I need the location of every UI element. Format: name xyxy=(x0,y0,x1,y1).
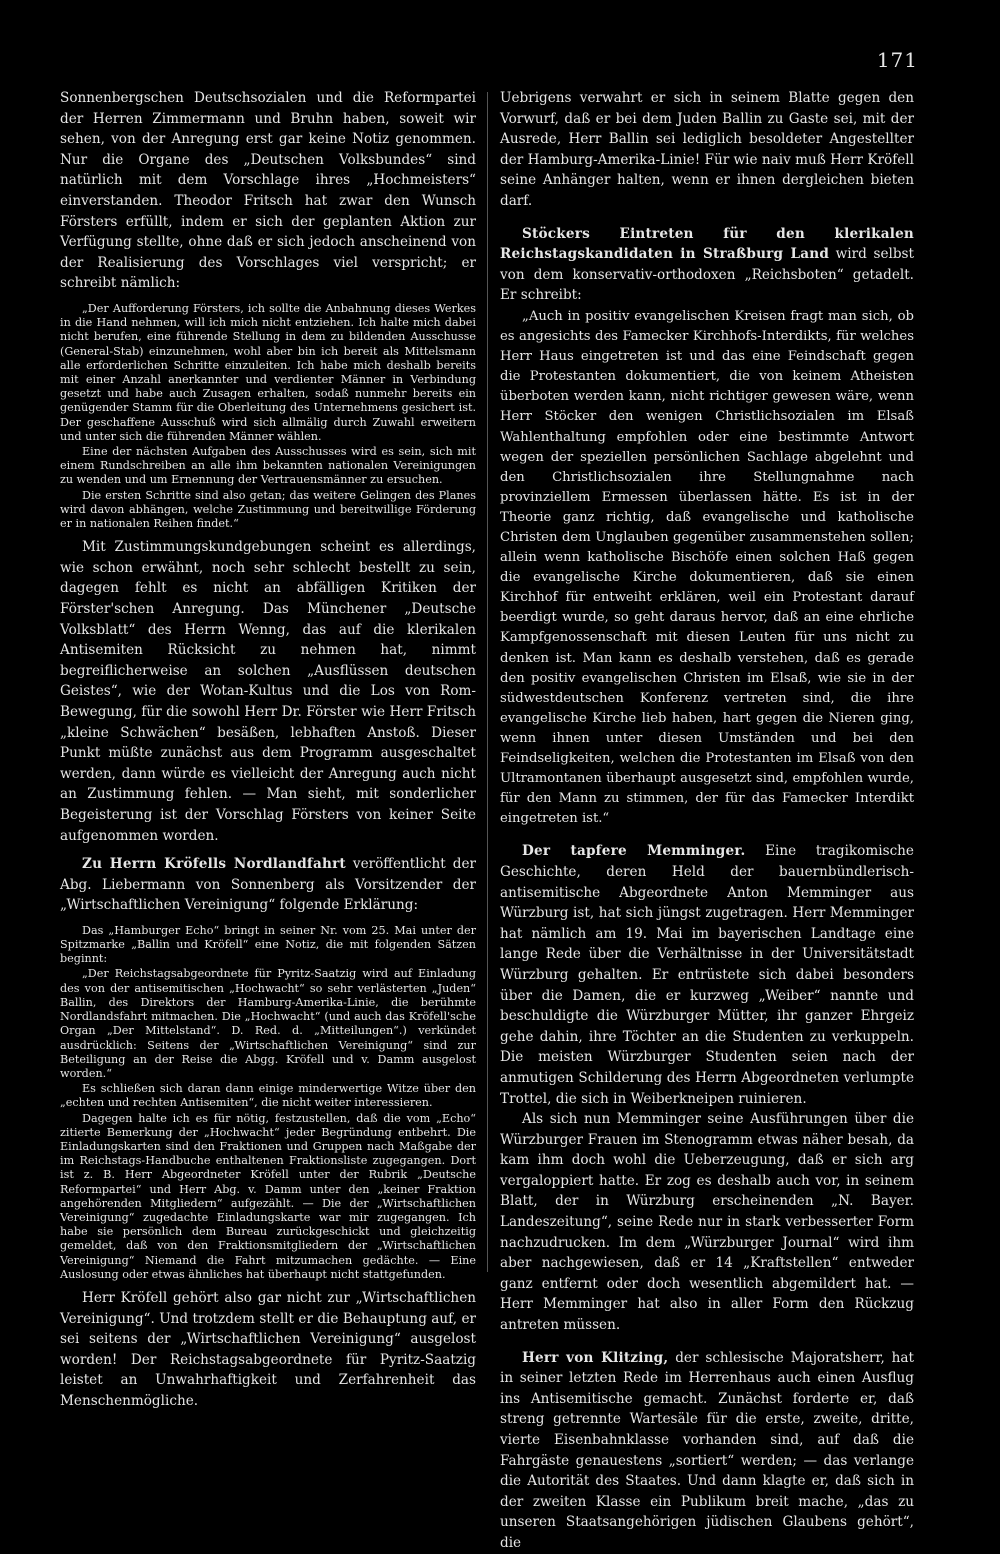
quote-paragraph: Es schließen sich daran dann einige minderwertige Witze über den „echten und rechten Antisemiten“, die nicht weiter interessieren. xyxy=(60,1082,476,1110)
section-heading: Zu Herrn Kröfells Nordlandfahrt xyxy=(82,856,346,873)
section-text: Eine tragikomische Geschichte, deren Held der bauernbündlerisch-antisemitische Abgeordnete Anton Memminger aus Würzburg ist, hat sich jüngst zugetragen. Herr Memminger hat nämlich am 19. Mai im bayerischen Landtage eine lange Rede über die Verhältnisse in der Universitätstadt Würzburg gehalten. Er entrüstete sich dabei besonders über die Damen, die er kurzweg „Weiber“ nannte und beschuldigte die Würzburger Mütter, ihr ganzer Ehrgeiz gehe dahin, ihre Töchter an die Studenten zu verkuppeln. Die meisten Würzburger Studenten seien nach der anmutigen Schilderung des Herrn Abgeordneten verlumpte Trottel, die sich in Weiberkneipen ruinieren. xyxy=(500,843,914,1107)
section-heading: Stöckers Eintreten für den klerikalen Reichstagskandidaten in Straßburg Land xyxy=(500,225,914,263)
quote-paragraph: Dagegen halte ich es für nötig, festzustellen, daß die vom „Echo“ zitierte Bemerkung der „Hochwacht“ jeder Begründung entbehrt. Die Einladungskarten sind den Fraktionen und Gruppen nach Maßgabe der im Reichstags-Handbuche enthaltenen Fraktionsliste zugegangen. Dort ist z. B. Herr Abgeordneter Kröfell unter der Rubrik „Deutsche Reformpartei“ und Herr Abg. v. Damm unter den „keiner Fraktion angehörenden Mitgliedern“ aufgezählt. — Die der „Wirtschaftlichen Vereinigung“ zugedachte Einladungskarte war mir zugegangen. Ich habe sie persönlich dem Bureau zurückgeschickt und gleichzeitig gemeldet, daß von den Fraktionsmitgliedern der „Wirtschaftlichen Vereinigung“ Niemand die Fahrt mitzumachen gedächte. — Eine Auslosung oder etwas ähnliches hat überhaupt nicht stattgefunden. xyxy=(60,1111,476,1281)
section-heading: Herr von Klitzing, xyxy=(522,1349,669,1366)
quote-paragraph: „Der Reichstagsabgeordnete für Pyritz-Saatzig wird auf Einladung des von der antisemitischen „Hochwacht“ so sehr verlästerten „Juden“ Ballin, des Direktors der Hamburg-Amerika-Linie, die berühmte Nordlandsfahrt mitmachen. Die „Hochwacht“ (und auch das Kröfell'sche Organ „Der Mittelstand“. D. Red. d. „Mitteilungen“.) verkündet ausdrücklich: Seitens der „Wirtschaftlichen Vereinigung“ sind zur Beteiligung an der Reise die Abgg. Kröfell und v. Damm ausgelost worden.“ xyxy=(60,967,476,1080)
section-text: veröffentlicht der Abg. Liebermann von Sonnenberg als Vorsitzender der „Wirtschaftlichen Vereinigung“ folgende Erklärung: xyxy=(60,856,476,914)
quote-paragraph: Die ersten Schritte sind also getan; das weitere Gelingen des Planes wird davon abhängen, welche Zustimmung und bereitwillige Förderung er in nationalen Reihen findet.“ xyxy=(60,488,476,530)
section-paragraph xyxy=(500,1348,914,1554)
section-paragraph xyxy=(500,841,914,1109)
quote-paragraph: „Auch in positiv evangelischen Kreisen fragt man sich, ob es angesichts des Famecker Kirchhofs-Interdikts, für welches Herr Haus eingetreten ist und das eine Feindschaft gegen die Protestanten dokumentiert, die von keinem Atheisten überboten werden kann, nicht richtiger gewesen wäre, wenn Herr Stöcker den wenigen Christlichsozialen im Elsaß Wahlenthaltung empfohlen oder eine bestimmte Antwort wegen der speziellen persönlichen Sachlage abgelehnt und den Christlichsozialen ihre Stellungnahme nach provinziellem Ermessen überlassen hätte. Es ist in der Theorie ganz richtig, daß evangelische und katholische Christen dem Unglauben gegenüber zusammenstehen sollen; allein wenn katholische Bischöfe einen solchen Haß gegen die evangelische Kirche dokumentieren, daß sie einen Kirchhof für entweiht erklären, weil ein Protestant darauf beerdigt wurde, so geht daraus hervor, daß an eine ehrliche Kampfgenossenschaft mit diesen Leuten für uns nicht zu denken ist. Man kann es deshalb verstehen, daß es gerade den positiv evangelischen Christen im Elsaß, wie sie in der südwestdeutschen Konferenz vertreten sind, die ihre evangelische Kirche lieb haben, hart gegen die Nieren ging, wenn ihnen unter diesen Umständen und bei den Feindseligkeiten, welchen die Protestanten im Elsaß von den Ultramontanen überhaupt ausgesetzt sind, empfohlen wurde, für den Mann zu stimmen, der für das Famecker Interdikt eingetreten ist.“ xyxy=(500,308,914,827)
section-text: der schlesische Majoratsherr, hat in seiner letzten Rede im Herrenhaus auch einen Ausflug ins Antisemitische gemacht. Zunächst forderte er, daß streng getrennte Wartesäle für die erste, zweite, dritte, vierte Eisenbahnklasse vorhanden sind, auf daß die Fahrgäste genauestens „sortiert“ werden; — das verlange die Autorität des Staates. Und dann klagte er, daß sich in der zweiten Klasse ein Publikum breit mache, „das zu unseren Staatsangehörigen jüdischen Glaubens gehört“, die xyxy=(500,1349,914,1551)
paragraph: Mit Zustimmungskundgebungen scheint es allerdings, wie schon erwähnt, noch sehr schlecht bestellt zu sein, dagegen fehlt es nicht an abfälligen Kritiken der Förster'schen Anregung. Das Münchener „Deutsche Volksblatt“ des Herrn Wenng, das auf die klerikalen Antisemiten Rücksicht zu nehmen hat, nimmt begreiflicherweise an solchen „Ausflüssen deutschen Geistes“, wie der Wotan-Kultus und die Los von Rom-Bewegung, für die sowohl Herr Dr. Förster wie Herr Fritsch „kleine Schwächen“ besäßen, lebhaften Anstoß. Dieser Punkt müßte zunächst aus dem Programm ausgeschaltet werden, dann würde es vielleicht der Anregung auch nicht an Zustimmung fehlen. — Man sieht, mit sonderlicher Begeisterung ist der Vorschlag Försters von keiner Seite aufgenommen worden. xyxy=(60,539,476,844)
page-number: 171 xyxy=(876,48,918,72)
quote-paragraph: „Der Aufforderung Försters, ich sollte die Anbahnung dieses Werkes in die Hand nehmen, will ich mich nicht entziehen. Ich halte mich dabei nicht berufen, eine führende Stellung in dem zu bildenden Ausschusse (General-Stab) einzunehmen, wohl aber bin ich bereit als Mittelsmann alle erforderlichen Schritte einzuleiten. Ich habe mich deshalb bereits mit einer Anzahl anerkannter und verdienter Männer in Verbindung gesetzt und habe auch Zusagen erhalten, sodaß nunmehr bereits ein genügender Stamm für die Oberleitung des Unternehmens gesichert ist. Der geschaffene Ausschuß wird sich allmälig durch Zuwahl erweitern und unter sich die führenden Männer wählen. xyxy=(60,301,476,443)
paragraph: Sonnenbergschen Deutschsozialen und die Reformpartei der Herren Zimmermann und Bruhn haben, soweit wir sehen, von der Anregung erst gar keine Notiz genommen. Nur die Organe des „Deutschen Volksbundes“ sind natürlich mit dem Vorschlage ihres „Hochmeisters“ einverstanden. Theodor Fritsch hat zwar den Wunsch Försters erfüllt, indem er sich der geplanten Aktion zur Verfügung stellte, ohne daß er sich jedoch anscheinend von der Realisierung des Vorschlages viel verspricht; er schreibt nämlich: xyxy=(60,90,476,292)
block-quote xyxy=(500,307,914,829)
section-text: wird selbst von dem konservativ-orthodoxen „Reichsboten“ getadelt. Er schreibt: xyxy=(500,246,914,304)
left-column xyxy=(60,88,476,1412)
section-paragraph xyxy=(60,854,476,916)
block-quote xyxy=(60,302,476,531)
quote-paragraph: Eine der nächsten Aufgaben des Ausschusses wird es sein, sich mit einem Rundschreiben an alle ihm bekannten nationalen Vereinigungen zu wenden und um Ernennung der Vertrauensmänner zu ersuchen. xyxy=(60,444,476,487)
section-paragraph xyxy=(500,224,914,306)
quote-paragraph: Das „Hamburger Echo“ bringt in seiner Nr. vom 25. Mai unter der Spitzmarke „Ballin und Kröfell“ eine Notiz, die mit folgenden Sätzen beginnt: xyxy=(60,923,476,966)
paragraph: Herr Kröfell gehört also gar nicht zur „Wirtschaftlichen Vereinigung“. Und trotzdem stellt er die Behauptung auf, er sei seitens der „Wirtschaftlichen Vereinigung“ ausgelost worden! Der Reichstagsabgeordnete für Pyritz-Saatzig leistet an Unwahrhaftigkeit und Zerfahrenheit das Menschenmögliche. xyxy=(60,1289,476,1409)
right-column xyxy=(500,88,914,1554)
paragraph: Uebrigens verwahrt er sich in seinem Blatte gegen den Vorwurf, daß er bei dem Juden Ballin zu Gaste sei, mit der Ausrede, Herr Ballin sei lediglich besoldeter Angestellter der Hamburg-Amerika-Linie! Für wie naiv muß Herr Kröfell seine Anhänger halten, wenn er ihnen dergleichen bieten darf. xyxy=(500,90,914,209)
paragraph: Als sich nun Memminger seine Ausführungen über die Würzburger Frauen im Stenogramm etwas näher besah, da kam ihm doch wohl die Ueberzeugung, daß er sich arg vergaloppiert hatte. Er zog es deshalb auch vor, in seinem Blatt, der in Würzburg erscheinenden „N. Bayer. Landeszeitung“, seine Rede nur in stark verbesserter Form nachzudrucken. Im dem „Würzburger Journal“ wird ihm aber nachgewiesen, daß er 14 „Kraftstellen“ entweder ganz entfernt oder doch wesentlich abgemildert hat. — Herr Memminger hat also in aller Form den Rückzug antreten müssen. xyxy=(500,1111,914,1334)
column-divider xyxy=(487,92,488,1272)
section-heading: Der tapfere Memminger. xyxy=(522,843,746,860)
block-quote xyxy=(60,924,476,1282)
